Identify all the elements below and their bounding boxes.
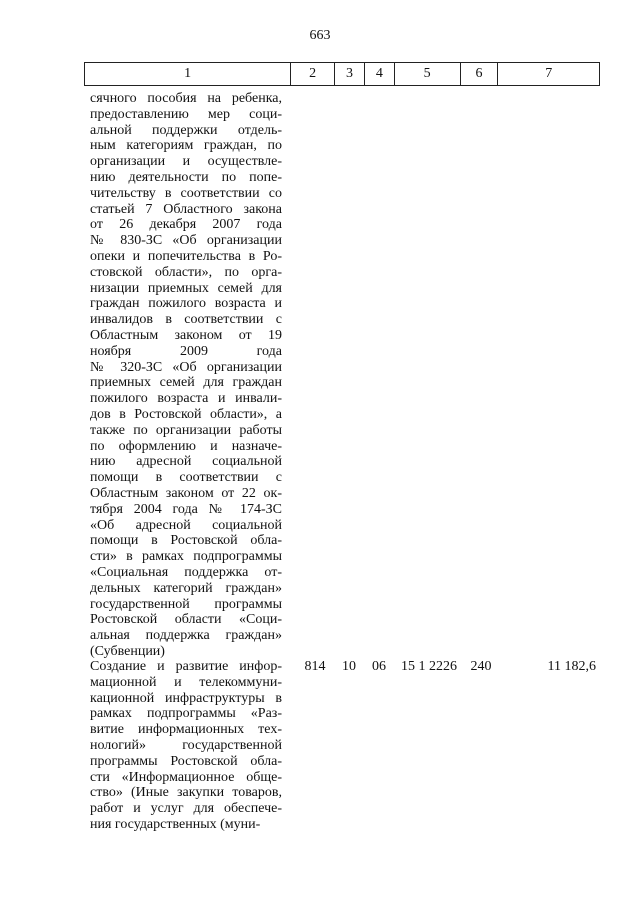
cell-col-4: 06	[372, 659, 386, 674]
text-line: Создание и развитие инфор-	[90, 659, 282, 674]
text-line: «Социальная поддержка от-	[90, 564, 282, 580]
text-line: статьей 7 Областного закона	[90, 201, 282, 217]
text-line: пожилого возраста и инвали-	[90, 391, 282, 407]
text-line: низации приемных семей для	[90, 280, 282, 296]
header-col-6: 6	[460, 63, 498, 85]
header-col-5: 5	[394, 63, 460, 85]
text-line: № 320-ЗС «Об организации	[90, 359, 282, 375]
text-line: стовской области», по орга-	[90, 264, 282, 280]
text-line: государственной программы	[90, 596, 282, 612]
text-line: помощи в соответствии с	[90, 470, 282, 486]
cell-col-5: 15 1 2226	[401, 659, 457, 674]
text-line: инвалидов в соответствии с	[90, 312, 282, 328]
text-line: опеки и попечительства в Ро-	[90, 248, 282, 264]
header-col-1: 1	[184, 66, 192, 81]
text-line: нологий» государственной	[90, 737, 282, 753]
table-row	[84, 659, 600, 833]
text-line: помощи в Ростовской обла-	[90, 533, 282, 549]
text-line: нию адресной социальной	[90, 454, 282, 470]
text-line: ноября 2009 года	[90, 343, 282, 359]
text-line: рамках подпрограммы «Раз-	[90, 706, 282, 722]
text-line: организации и осуществле-	[90, 154, 282, 170]
text-line: также по организации работы	[90, 422, 282, 438]
header-col-3: 3	[334, 63, 364, 85]
text-line: Областным законом от 22 ок-	[90, 485, 282, 501]
text-line: работ и услуг для обеспече-	[90, 801, 282, 817]
text-line: ным категориям граждан, по	[90, 138, 282, 154]
text-line: мационной и телекоммуни-	[90, 674, 282, 690]
text-line: альная поддержка граждан»	[90, 628, 282, 644]
cell-col-3: 10	[342, 659, 356, 674]
text-line: кационной инфраструктуры в	[90, 690, 282, 706]
cell-col-2: 814	[304, 659, 326, 674]
row-description	[90, 91, 282, 660]
text-line: сти» в рамках подпрограммы	[90, 549, 282, 565]
text-line: № 830-ЗС «Об организации	[90, 233, 282, 249]
table-row	[84, 91, 600, 660]
text-line: по оформлению и назначе-	[90, 438, 282, 454]
cell-col-6: 240	[470, 659, 492, 674]
text-line: приемных семей для граждан	[90, 375, 282, 391]
cell-col-7: 11 182,6	[547, 659, 596, 674]
text-line: (Субвенции)	[90, 643, 165, 659]
text-line: программы Ростовской обла-	[90, 753, 282, 769]
text-line: от 26 декабря 2007 года	[90, 217, 282, 233]
text-line: чительству в соответствии со	[90, 185, 282, 201]
row-description	[90, 659, 282, 833]
text-line: витие информационных тех-	[90, 722, 282, 738]
text-line: дельных категорий граждан»	[90, 580, 282, 596]
text-line: сти «Информационное обще-	[90, 769, 282, 785]
text-line: предоставлению мер соци-	[90, 106, 282, 122]
text-line: ния государственных (муни-	[90, 816, 261, 832]
table-header	[84, 62, 600, 86]
text-line: тября 2004 года № 174-ЗС	[90, 501, 282, 517]
text-line: Областным законом от 19	[90, 327, 282, 343]
text-line: нию деятельности по попе-	[90, 169, 282, 185]
text-line: сячного пособия на ребенка,	[90, 91, 282, 106]
page-number: 663	[309, 28, 331, 43]
header-col-2: 2	[290, 63, 334, 85]
header-col-4: 4	[364, 63, 394, 85]
header-col-7: 7	[497, 63, 599, 85]
text-line: ство» (Иные закупки товаров,	[90, 785, 282, 801]
text-line: Ростовской области «Соци-	[90, 612, 282, 628]
text-line: альной поддержки отдель-	[90, 122, 282, 138]
text-line: граждан пожилого возраста и	[90, 296, 282, 312]
text-line: «Об адресной социальной	[90, 517, 282, 533]
text-line: дов в Ростовской области», а	[90, 406, 282, 422]
